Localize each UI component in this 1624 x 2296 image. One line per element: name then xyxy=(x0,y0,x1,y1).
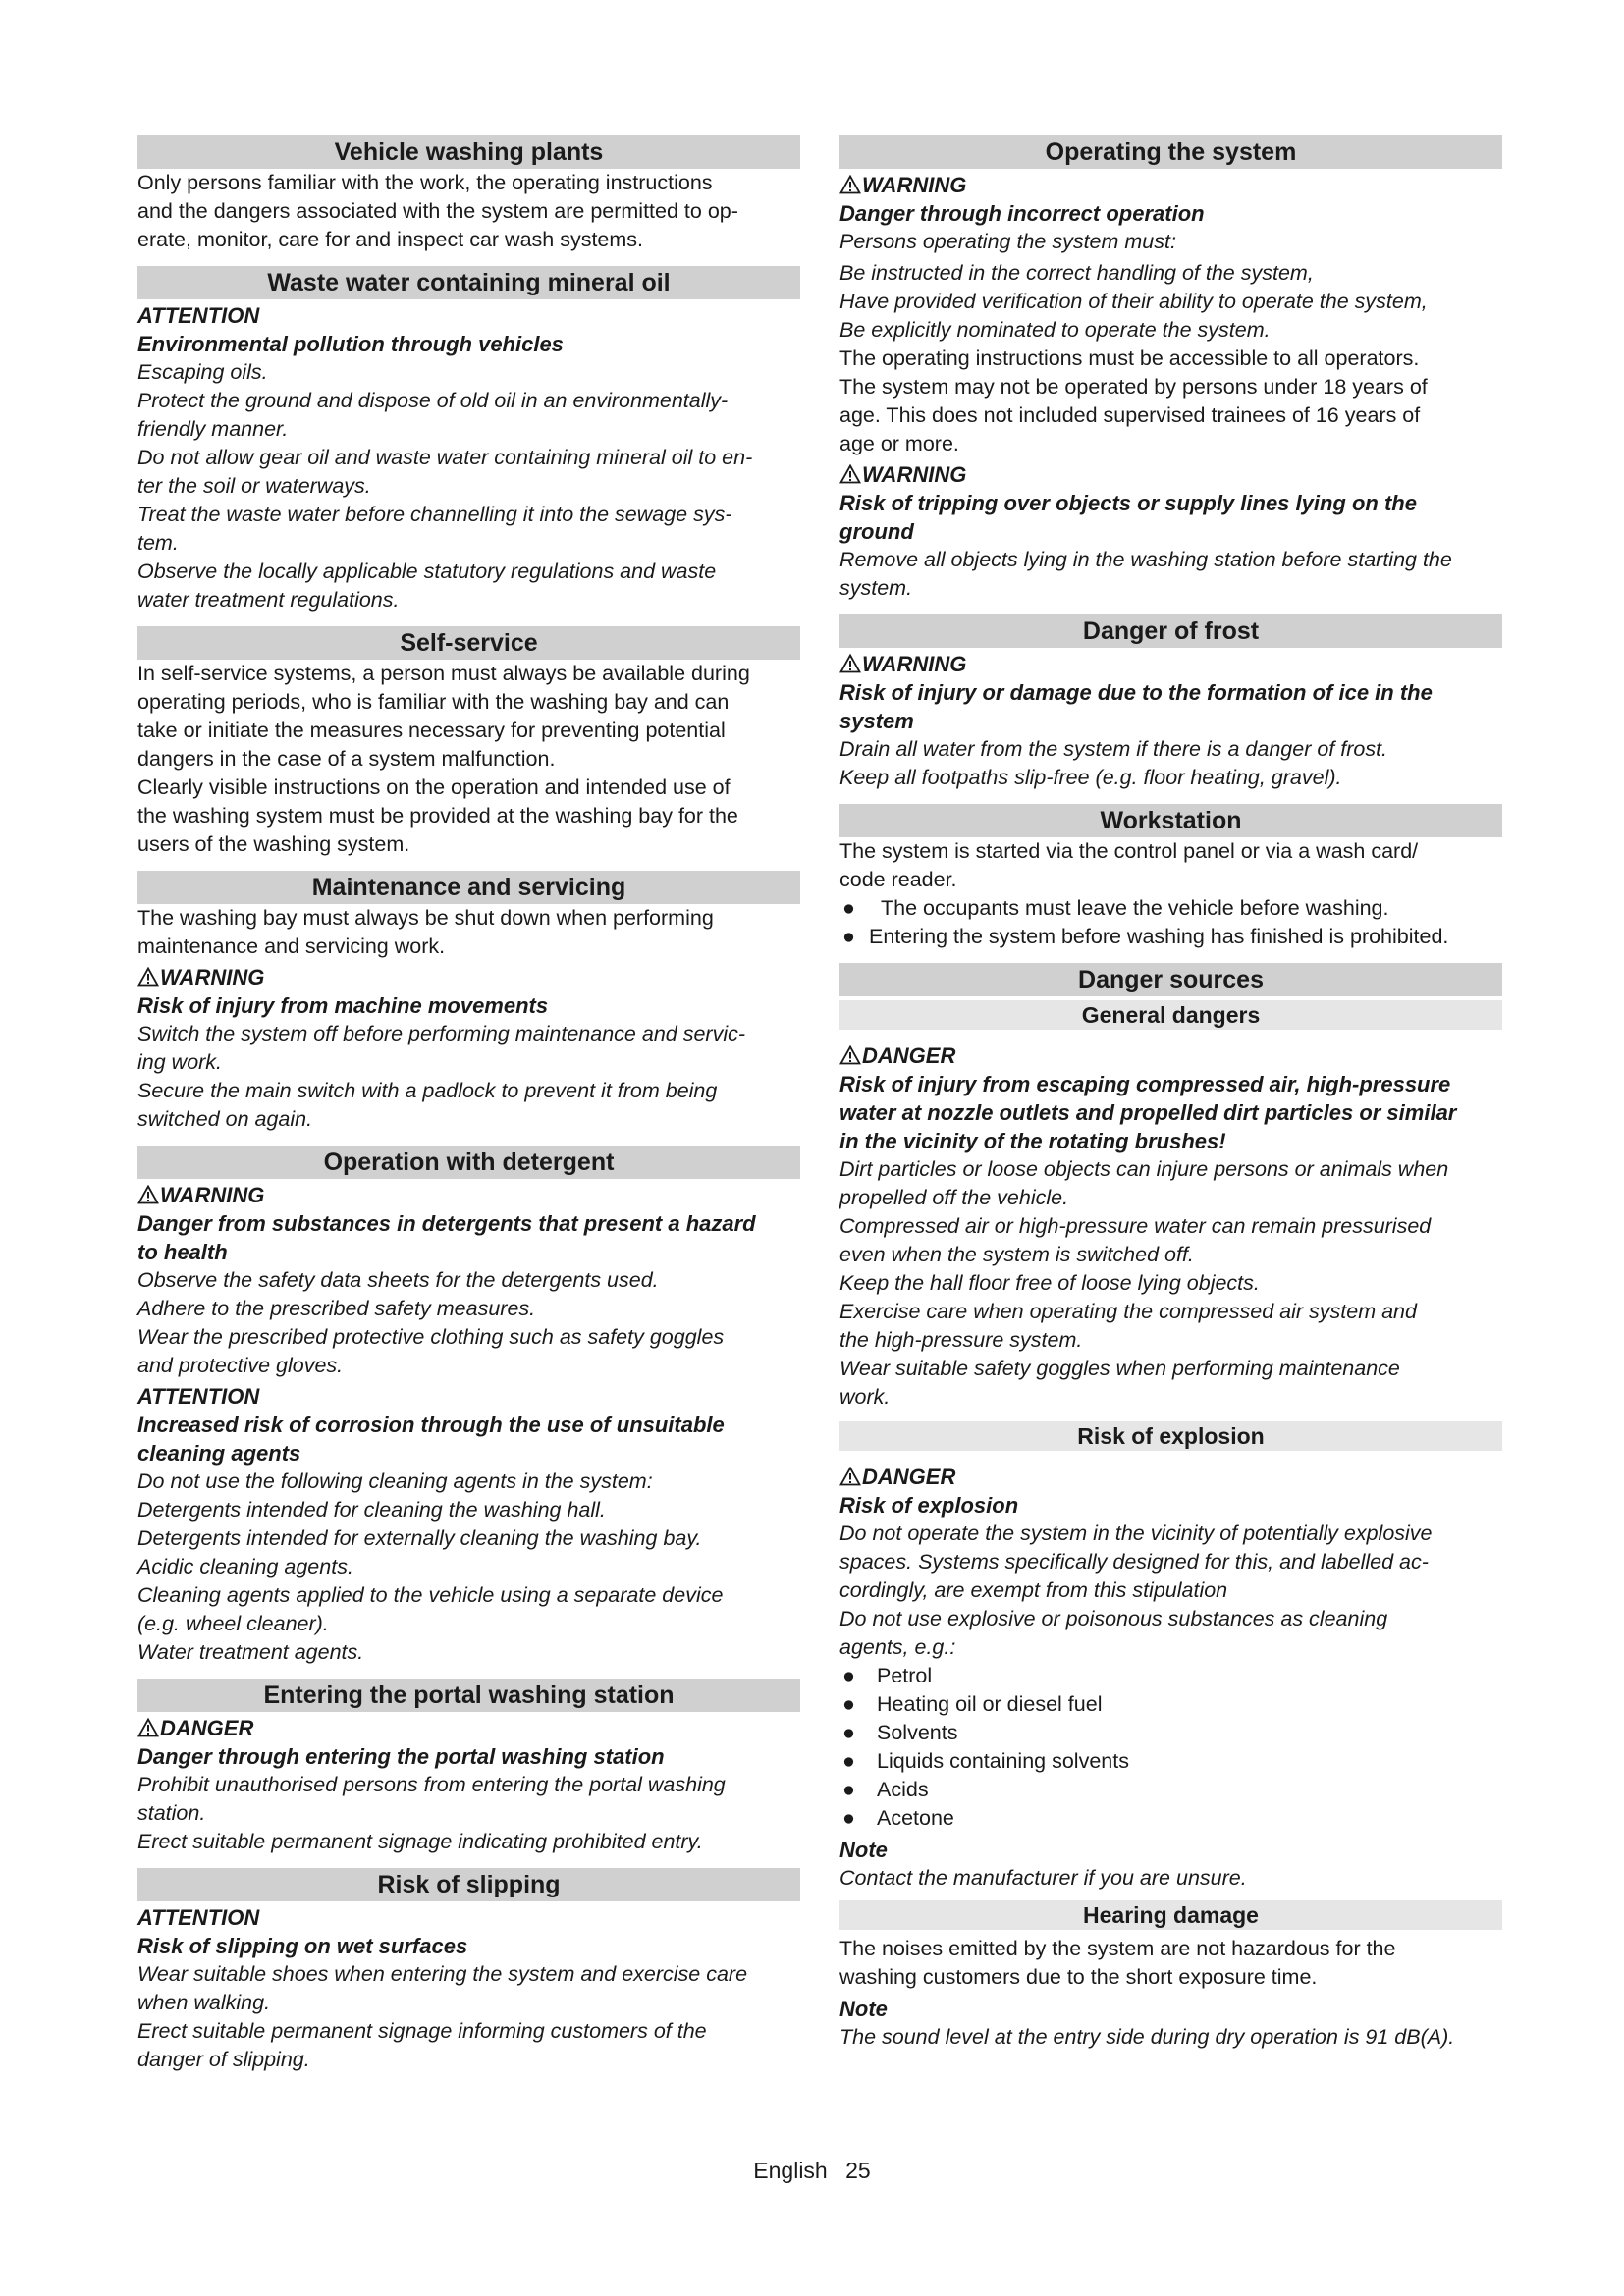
attention-label: ATTENTION xyxy=(137,1905,260,1930)
explosive-substances-list xyxy=(839,1662,1502,1833)
section-heading-waste-water: Waste water containing mineral oil xyxy=(137,266,800,299)
text-line: Persons operating the system must: xyxy=(839,230,1176,253)
danger-label: DANGER xyxy=(839,1041,1502,1070)
text-line: The operating instructions must be accessible to all operators. xyxy=(839,347,1420,370)
text-line: Compressed air or high-pressure water can remain pressurised xyxy=(839,1214,1432,1238)
list-item: ● Acetone xyxy=(839,1804,1502,1833)
subsection-heading-explosion: Risk of explosion xyxy=(839,1421,1502,1451)
text-line: danger of slipping. xyxy=(137,2048,310,2071)
list-item: ● Petrol xyxy=(839,1662,1502,1690)
hazard-title: in the vicinity of the rotating brushes! xyxy=(839,1129,1226,1153)
hazard-title: ground xyxy=(839,519,914,544)
text-line: washing customers due to the short exposure time. xyxy=(839,1965,1318,1989)
text-line: even when the system is switched off. xyxy=(839,1243,1194,1266)
list-item: ● Heating oil or diesel fuel xyxy=(839,1690,1502,1719)
text-line: Only persons familiar with the work, the operating instructions xyxy=(137,171,713,194)
text-line: Do not use explosive or poisonous substances as cleaning xyxy=(839,1607,1388,1630)
list-item: ● Liquids containing solvents xyxy=(839,1747,1502,1776)
bullet-dot-icon: ● xyxy=(842,1664,855,1687)
text-line: The system may not be operated by persons under 18 years of xyxy=(839,375,1428,399)
section-heading-vehicle-washing: Vehicle washing plants xyxy=(137,135,800,169)
text-line: cordingly, are exempt from this stipulation xyxy=(839,1578,1228,1602)
text-line: Be instructed in the correct handling of the system, xyxy=(839,261,1314,285)
section-heading-slipping: Risk of slipping xyxy=(137,1868,800,1901)
hazard-title: Risk of injury from escaping compressed air, high-pressure xyxy=(839,1072,1451,1096)
text-line: dangers in the case of a system malfunction. xyxy=(137,747,556,771)
text-line: agents, e.g.: xyxy=(839,1635,956,1659)
text-line: Detergents intended for externally cleaning the washing bay. xyxy=(137,1526,702,1550)
warning-triangle-icon xyxy=(839,1045,861,1065)
text-line: operating periods, who is familiar with the washing bay and can xyxy=(137,690,730,714)
text-line: Be explicitly nominated to operate the system. xyxy=(839,318,1271,342)
text-line: age or more. xyxy=(839,432,959,455)
section-heading-danger-sources: Danger sources xyxy=(839,963,1502,996)
list-item: ● Acids xyxy=(839,1776,1502,1804)
text-line: Switch the system off before performing maintenance and servic- xyxy=(137,1022,746,1045)
text-line: Detergents intended for cleaning the washing hall. xyxy=(137,1498,606,1522)
hazard-title: Risk of injury from machine movements xyxy=(137,993,549,1018)
hazard-title: cleaning agents xyxy=(137,1441,301,1466)
footer-language: English xyxy=(753,2158,828,2183)
text-line: Drain all water from the system if there is a danger of frost. xyxy=(839,737,1388,761)
hazard-title: water at nozzle outlets and propelled dirt particles or similar xyxy=(839,1100,1457,1125)
text-line: Have provided verification of their ability to operate the system, xyxy=(839,290,1428,313)
right-column xyxy=(839,135,1502,2052)
text-line: Do not allow gear oil and waste water containing mineral oil to en- xyxy=(137,446,753,469)
section-heading-self-service: Self-service xyxy=(137,626,800,660)
hazard-title: system xyxy=(839,709,914,733)
section-heading-portal: Entering the portal washing station xyxy=(137,1679,800,1712)
text-line: Wear suitable safety goggles when performing maintenance xyxy=(839,1357,1400,1380)
text-line: Do not use the following cleaning agents in the system: xyxy=(137,1469,653,1493)
hazard-title: Environmental pollution through vehicles xyxy=(137,332,564,356)
list-item: ● The occupants must leave the vehicle before washing. xyxy=(839,894,1502,923)
text-line: Clearly visible instructions on the operation and intended use of xyxy=(137,775,731,799)
section-heading-detergent: Operation with detergent xyxy=(137,1146,800,1179)
text-line: tem. xyxy=(137,531,179,555)
text-line: (e.g. wheel cleaner). xyxy=(137,1612,329,1635)
note-text: The sound level at the entry side during dry operation is 91 dB(A). xyxy=(839,2025,1455,2049)
subsection-heading-hearing: Hearing damage xyxy=(839,1900,1502,1930)
warning-triangle-icon xyxy=(137,967,159,987)
danger-label: DANGER xyxy=(839,1463,1502,1491)
text-line: Dirt particles or loose objects can injure persons or animals when xyxy=(839,1157,1449,1181)
text-line: friendly manner. xyxy=(137,417,289,441)
text-line: and protective gloves. xyxy=(137,1354,344,1377)
hazard-title: Risk of slipping on wet surfaces xyxy=(137,1934,468,1958)
text-line: users of the washing system. xyxy=(137,832,410,856)
warning-label: WARNING xyxy=(839,650,1502,678)
warning-label: WARNING xyxy=(137,963,800,991)
text-line: In self-service systems, a person must always be available during xyxy=(137,662,750,685)
text-line: Prohibit unauthorised persons from entering the portal washing xyxy=(137,1773,726,1796)
note-label: Note xyxy=(839,1997,888,2021)
text-line: Keep the hall floor free of loose lying objects. xyxy=(839,1271,1260,1295)
section-heading-maintenance: Maintenance and servicing xyxy=(137,871,800,904)
text-line: Keep all footpaths slip-free (e.g. floor heating, gravel). xyxy=(839,766,1342,789)
list-item: ● Entering the system before washing has finished is prohibited. xyxy=(839,923,1502,951)
text-line: spaces. Systems specifically designed for this, and labelled ac- xyxy=(839,1550,1429,1574)
text-line: Secure the main switch with a padlock to prevent it from being xyxy=(137,1079,718,1102)
bullet-dot-icon: ● xyxy=(842,1692,855,1716)
hazard-title: Danger through incorrect operation xyxy=(839,201,1205,226)
text-line: the high-pressure system. xyxy=(839,1328,1083,1352)
warning-triangle-icon xyxy=(839,1467,861,1486)
text-line: Cleaning agents applied to the vehicle using a separate device xyxy=(137,1583,724,1607)
warning-label: WARNING xyxy=(839,460,1502,489)
text-line: Remove all objects lying in the washing station before starting the xyxy=(839,548,1452,571)
hazard-title: Danger through entering the portal washing station xyxy=(137,1744,665,1769)
note-text: Contact the manufacturer if you are unsure. xyxy=(839,1866,1247,1890)
text-line: work. xyxy=(839,1385,891,1409)
text-line: Treat the waste water before channelling it into the sewage sys- xyxy=(137,503,732,526)
left-column xyxy=(137,135,800,2074)
text-line: the washing system must be provided at the washing bay for the xyxy=(137,804,738,828)
text-line: and the dangers associated with the system are permitted to op- xyxy=(137,199,738,223)
text-line: erate, monitor, care for and inspect car wash systems. xyxy=(137,228,644,251)
hazard-title: Risk of tripping over objects or supply lines lying on the xyxy=(839,491,1417,515)
warning-triangle-icon xyxy=(839,464,861,484)
text-line: Erect suitable permanent signage indicating prohibited entry. xyxy=(137,1830,703,1853)
danger-label: DANGER xyxy=(137,1714,800,1742)
text-line: Erect suitable permanent signage informing customers of the xyxy=(137,2019,707,2043)
hazard-title: to health xyxy=(137,1240,228,1264)
warning-label: WARNING xyxy=(137,1181,800,1209)
page-number: 25 xyxy=(845,2158,871,2183)
text-line: system. xyxy=(839,576,913,600)
bullet-dot-icon: ● xyxy=(842,1806,855,1830)
attention-label: ATTENTION xyxy=(137,303,260,328)
subsection-heading-general-dangers: General dangers xyxy=(839,1000,1502,1030)
bullet-dot-icon: ● xyxy=(842,896,855,920)
warning-triangle-icon xyxy=(137,1718,159,1737)
text-line: Acidic cleaning agents. xyxy=(137,1555,353,1578)
list-item: ● Solvents xyxy=(839,1719,1502,1747)
text-line: station. xyxy=(137,1801,206,1825)
note-label: Note xyxy=(839,1838,888,1862)
text-line: propelled off the vehicle. xyxy=(839,1186,1069,1209)
page-footer xyxy=(0,2158,1624,2184)
text-line: switched on again. xyxy=(137,1107,313,1131)
bullet-dot-icon: ● xyxy=(842,1749,855,1773)
hazard-title: Danger from substances in detergents that present a hazard xyxy=(137,1211,756,1236)
text-line: water treatment regulations. xyxy=(137,588,400,612)
text-line: Observe the safety data sheets for the detergents used. xyxy=(137,1268,659,1292)
warning-triangle-icon xyxy=(137,1185,159,1204)
hazard-title: Risk of injury or damage due to the formation of ice in the xyxy=(839,680,1433,705)
bullet-dot-icon: ● xyxy=(842,925,855,948)
warning-triangle-icon xyxy=(839,654,861,673)
text-line: ing work. xyxy=(137,1050,223,1074)
warning-label: WARNING xyxy=(839,171,1502,199)
text-line: Observe the locally applicable statutory regulations and waste xyxy=(137,560,717,583)
text-line: Adhere to the prescribed safety measures. xyxy=(137,1297,536,1320)
bullet-dot-icon: ● xyxy=(842,1721,855,1744)
text-line: ter the soil or waterways. xyxy=(137,474,371,498)
text-line: when walking. xyxy=(137,1991,271,2014)
hazard-title: Increased risk of corrosion through the use of unsuitable xyxy=(137,1413,725,1437)
hazard-title: Risk of explosion xyxy=(839,1493,1019,1518)
warning-triangle-icon xyxy=(839,175,861,194)
text-line: age. This does not included supervised trainees of 16 years of xyxy=(839,403,1421,427)
text-line: maintenance and servicing work. xyxy=(137,934,446,958)
bullet-dot-icon: ● xyxy=(842,1778,855,1801)
text-line: Escaping oils. xyxy=(137,360,268,384)
text-line: Exercise care when operating the compressed air system and xyxy=(839,1300,1417,1323)
text-line: take or initiate the measures necessary for preventing potential xyxy=(137,719,726,742)
text-line: The system is started via the control panel or via a wash card/ xyxy=(839,839,1419,863)
text-line: The noises emitted by the system are not hazardous for the xyxy=(839,1937,1396,1960)
text-line: Do not operate the system in the vicinity of potentially explosive xyxy=(839,1522,1433,1545)
text-line: Wear the prescribed protective clothing such as safety goggles xyxy=(137,1325,725,1349)
text-line: Protect the ground and dispose of old oil in an environmentally- xyxy=(137,389,729,412)
workstation-bullet-list xyxy=(839,894,1502,951)
section-heading-frost: Danger of frost xyxy=(839,614,1502,648)
text-line: The washing bay must always be shut down when performing xyxy=(137,906,714,930)
text-line: code reader. xyxy=(839,868,957,891)
attention-label: ATTENTION xyxy=(137,1384,260,1409)
text-line: Water treatment agents. xyxy=(137,1640,364,1664)
text-line: Wear suitable shoes when entering the system and exercise care xyxy=(137,1962,748,1986)
section-heading-workstation: Workstation xyxy=(839,804,1502,837)
section-heading-operating: Operating the system xyxy=(839,135,1502,169)
